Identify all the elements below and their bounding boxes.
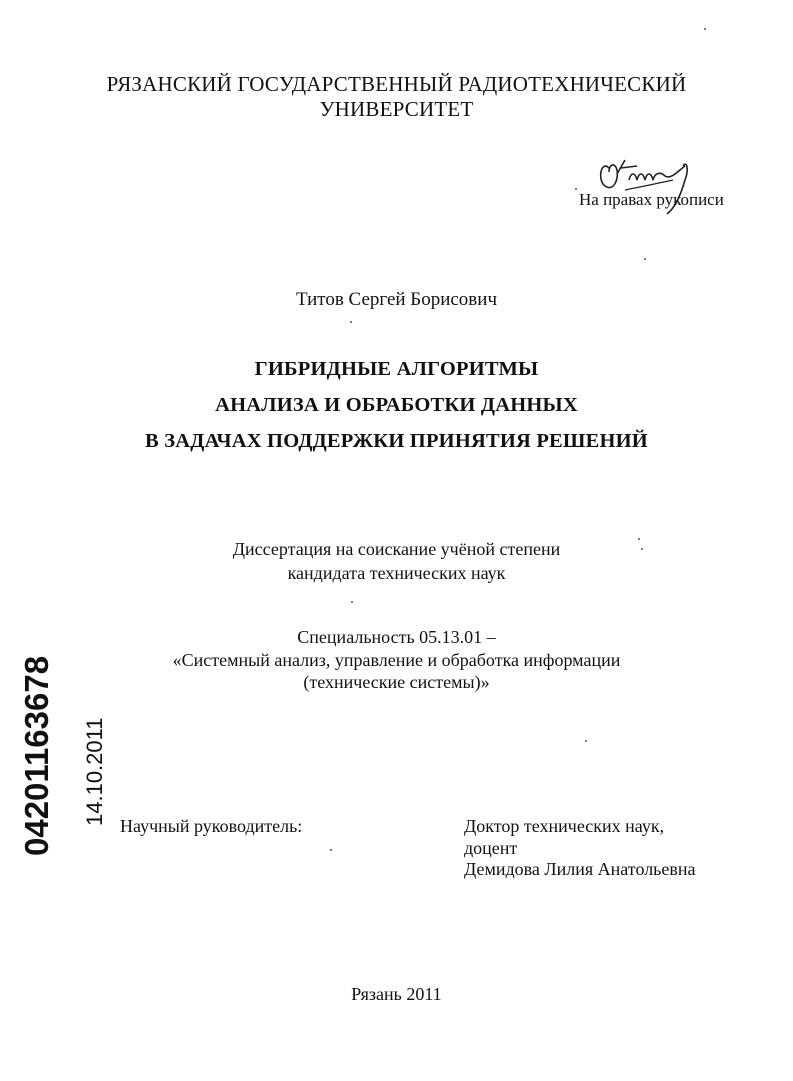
- university-name-line1: РЯЗАНСКИЙ ГОСУДАРСТВЕННЫЙ РАДИОТЕХНИЧЕСКИЙ: [106, 72, 687, 96]
- scan-speck: [638, 538, 640, 540]
- specialty-line3: (технические системы)»: [303, 672, 490, 692]
- advisor-name: Демидова Лилия Анатольевна: [464, 859, 696, 879]
- advisor-label: Научный руководитель:: [120, 816, 303, 836]
- city-year: Рязань 2011: [351, 984, 442, 1004]
- scan-speck: [575, 188, 577, 190]
- specialty-line2: «Системный анализ, управление и обработка информации: [172, 650, 621, 670]
- stamp-number: 04201163678: [20, 655, 55, 856]
- scan-speck: [350, 321, 352, 323]
- scan-speck: [641, 548, 643, 550]
- scan-speck: [585, 740, 587, 742]
- scan-speck: [704, 28, 706, 30]
- university-name-line2: УНИВЕРСИТЕТ: [319, 97, 474, 121]
- title-line2: АНАЛИЗА И ОБРАБОТКИ ДАННЫХ: [215, 394, 578, 416]
- advisor-degree: Доктор технических наук,: [464, 816, 665, 836]
- specialty-line1: Специальность 05.13.01 –: [297, 627, 496, 647]
- degree-line1: Диссертация на соискание учёной степени: [232, 539, 561, 559]
- scan-speck: [330, 849, 332, 851]
- library-stamp: [20, 620, 108, 860]
- stamp-date: 14.10.2011: [82, 717, 107, 826]
- title-line1: ГИБРИДНЫЕ АЛГОРИТМЫ: [254, 358, 539, 380]
- scan-speck: [351, 601, 353, 603]
- advisor-rank: доцент: [464, 838, 518, 858]
- author-name: Титов Сергей Борисович: [295, 289, 497, 310]
- title-line3: В ЗАДАЧАХ ПОДДЕРЖКИ ПРИНЯТИЯ РЕШЕНИЙ: [145, 430, 648, 452]
- manuscript-rights-note: На правах рукописи: [579, 190, 724, 209]
- scan-speck: [644, 258, 646, 260]
- degree-line2: кандидата технических наук: [287, 563, 506, 583]
